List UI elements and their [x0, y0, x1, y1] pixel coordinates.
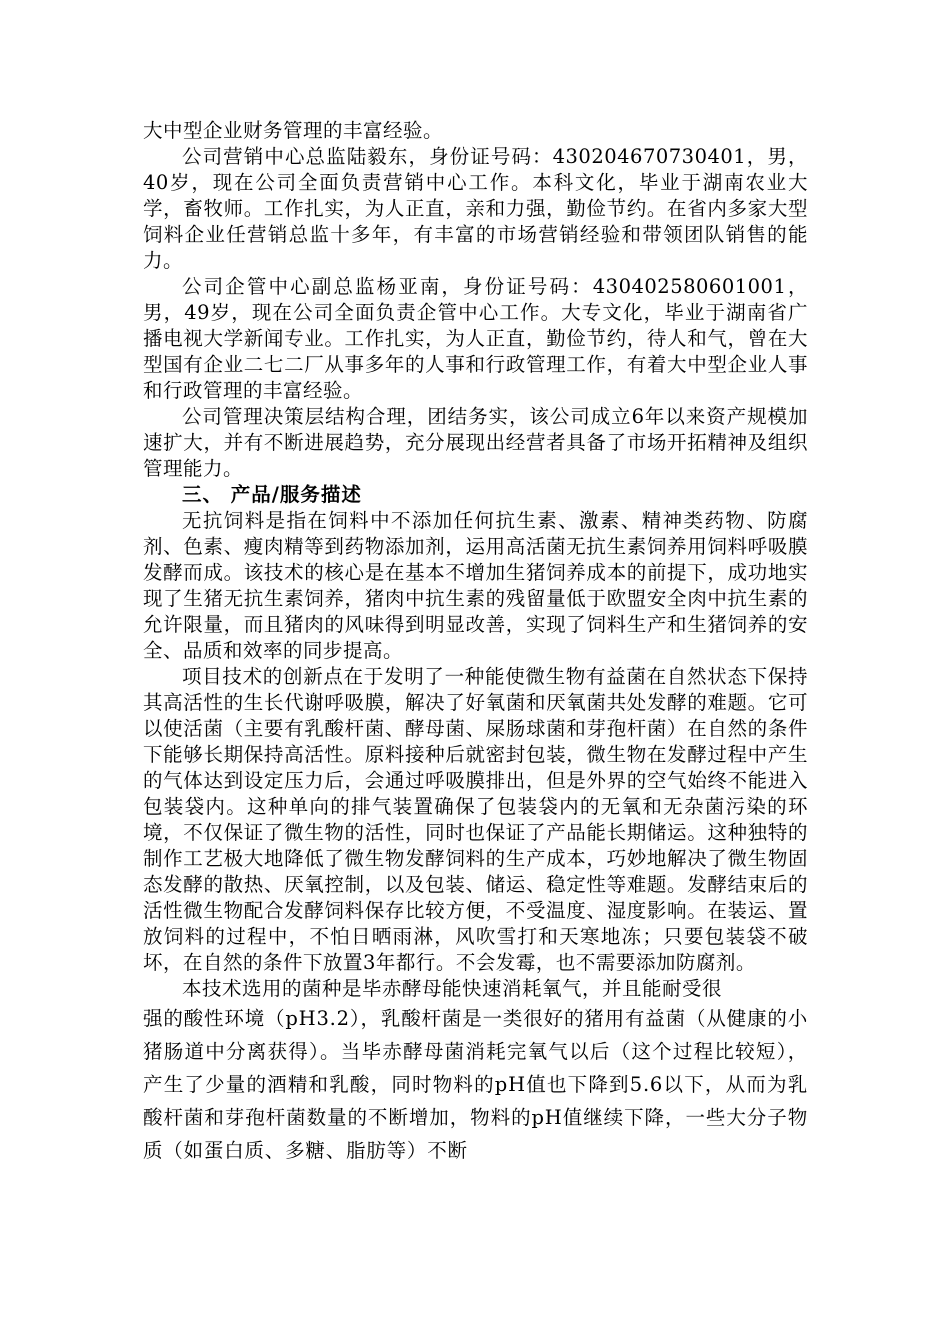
- paragraph-management-deputy-director: 公司企管中心副总监杨亚南，身份证号码：430402580601001，男，49岁，现在公司全面负责企管中心工作。大专文化，毕业于湖南省广播电视大学新闻专业。工作扎实，为人正直，勤俭节约，待人和气，曾在大型国有企业二七二厂从事多年的人事和行政管理工作，有着大中型企业人事和行政管理的丰富经验。: [143, 275, 808, 402]
- paragraph-finance-experience: 大中型企业财务管理的丰富经验。: [143, 119, 444, 142]
- paragraph-technical-innovation: 项目技术的创新点在于发明了一种能使微生物有益菌在自然状态下保持其高活性的生长代谢呼吸膜，解决了好氧菌和厌氧菌共处发酵的难题。它可以使活菌（主要有乳酸杆菌、酵母菌、屎肠球菌和芽孢杆菌）在自然的条件下能够长期保持高活性。原料接种后就密封包装，微生物在发酵过程中产生的气体达到设定压力后，会通过呼吸膜排出，但是外界的空气始终不能进入包装袋内。这种单向的排气装置确保了包装袋内的无氧和无杂菌污染的环境，不仅保证了微生物的活性，同时也保证了产品能长期储运。这种独特的制作工艺极大地降低了微生物发酵饲料的生产成本，巧妙地解决了微生物固态发酵的散热、厌氧控制，以及包装、储运、稳定性等难题。发酵结束后的活性微生物配合发酵饲料保存比较方便，不受温度、湿度影响。在装运、置放饲料的过程中，不怕日晒雨淋，风吹雪打和天寒地冻；只要包装袋不破坏，在自然的条件下放置3年都行。不会发霉，也不需要添加防腐剂。: [143, 665, 808, 974]
- paragraph-antibiotic-free-feed: 无抗饲料是指在饲料中不添加任何抗生素、激素、精神类药物、防腐剂、色素、瘦肉精等到药物添加剂，运用高活菌无抗生素饲养用饲料呼吸膜发酵而成。该技术的核心是在基本不增加生猪饲养成本的前提下，成功地实现了生猪无抗生素饲养，猪肉中抗生素的残留量低于欧盟安全肉中抗生素的允许限量，而且猪肉的风味得到明显改善，实现了饲料生产和生猪饲养的安全、品质和效率的同步提高。: [143, 509, 808, 662]
- paragraph-marketing-director: 公司营销中心总监陆毅东，身份证号码：430204670730401，男，40岁，现在公司全面负责营销中心工作。本科文化，毕业于湖南农业大学，畜牧师。工作扎实，为人正直，亲和力强，勤俭节约。在省内多家大型饲料企业任营销总监十多年，有丰富的市场营销经验和带领团队销售的能力。: [143, 145, 808, 272]
- paragraph-strain-selection-continued: 强的酸性环境（pH3.2），乳酸杆菌是一类很好的猪用有益菌（从健康的小猪肠道中分离获得）。当毕赤酵母菌消耗完氧气以后（这个过程比较短），产生了少量的酒精和乳酸，同时物料的pH值也下降到5.6以下，从而为乳酸杆菌和芽孢杆菌数量的不断增加，物料的pH值继续下降，一些大分子物质（如蛋白质、多糖、脂肪等）不断: [143, 1007, 808, 1162]
- paragraph-strain-selection-first-line: 本技术选用的菌种是毕赤酵母能快速消耗氧气，并且能耐受很: [182, 977, 723, 1000]
- section-heading-product-description: 三、 产品/服务描述: [182, 483, 362, 506]
- paragraph-decision-structure: 公司管理决策层结构合理，团结务实，该公司成立6年以来资产规模加速扩大，并有不断进展趋势，充分展现出经营者具备了市场开拓精神及组织管理能力。: [143, 405, 808, 480]
- document-page: [143, 118, 808, 1167]
